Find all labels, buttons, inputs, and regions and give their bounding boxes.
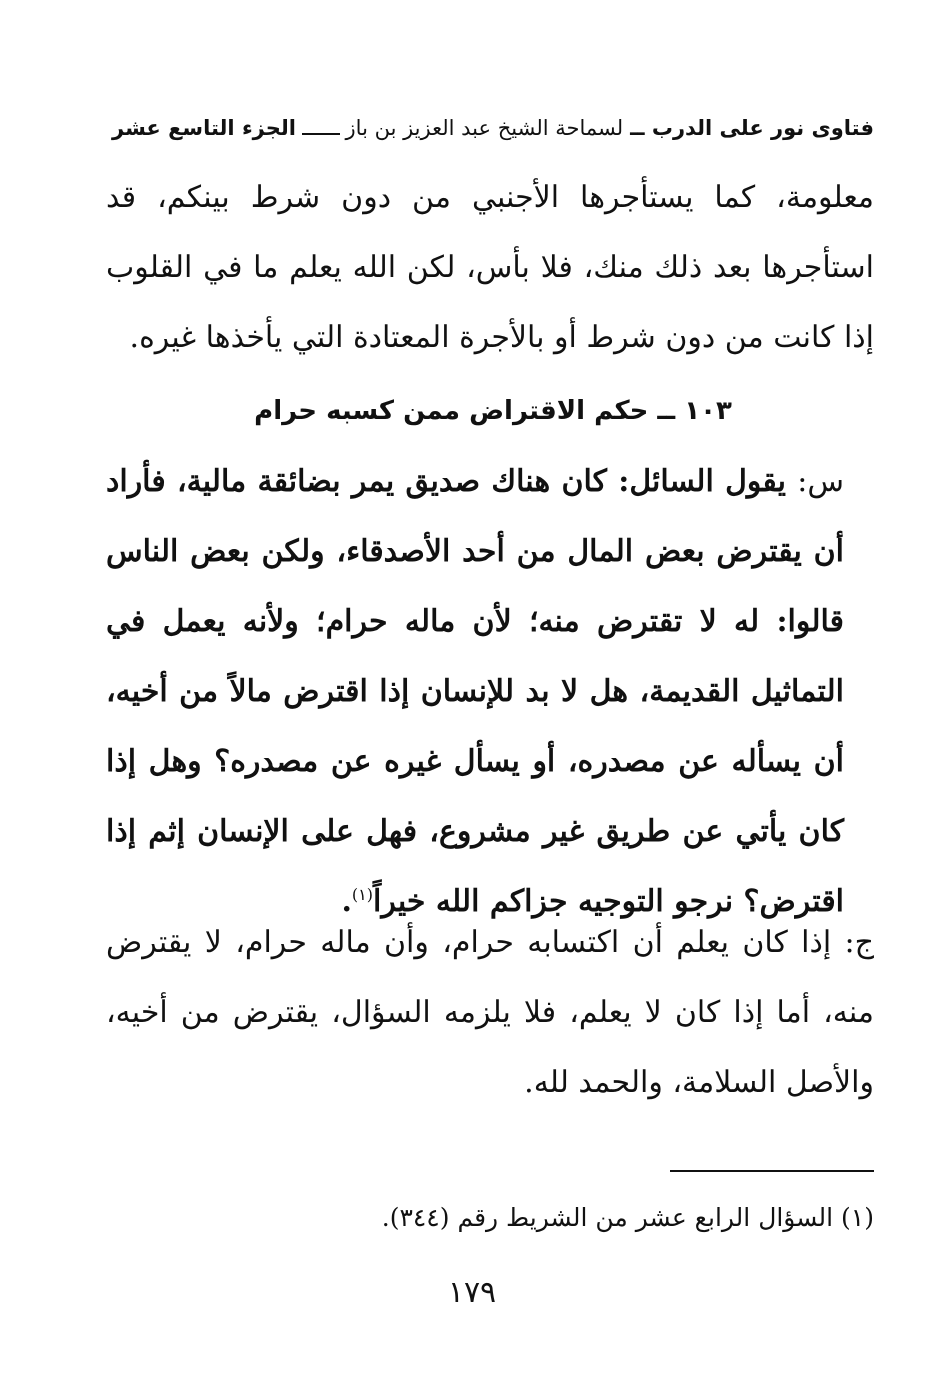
intro-paragraph: معلومة، كما يستأجرها الأجنبي من دون شرط بينكم، قد استأجرها بعد ذلك منك، فلا بأس، لكن الله يعلم ما في القلوب إذا كانت من دون شرط أو بالأجرة المعتادة التي يأخذها غيره. xyxy=(106,180,874,355)
footnote-divider xyxy=(670,1170,874,1172)
book-title: فتاوى نور على الدرب ــ xyxy=(630,116,874,140)
question-paragraph xyxy=(106,447,844,937)
header-rule xyxy=(302,133,340,135)
running-header xyxy=(112,108,874,148)
author-name: لسماحة الشيخ عبد العزيز بن باز xyxy=(345,116,624,140)
fatwa-heading: ١٠٣ ــ حكم الاقتراض ممن كسبه حرام xyxy=(254,396,732,426)
question-marker: س: xyxy=(797,464,844,499)
footnote-reference: (١) xyxy=(351,885,373,904)
page-number: ١٧٩ xyxy=(447,1275,497,1310)
volume-label: الجزء التاسع عشر xyxy=(112,116,296,140)
question-text: يقول السائل: كان هناك صديق يمر بضائقة مالية، فأراد أن يقترض بعض المال من أحد الأصدقاء، ولكن بعض الناس قالوا: له لا تقترض منه؛ لأن ماله حرام؛ ولأنه يعمل في التماثيل القديمة، هل لا بد للإنسان إذا اقترض مالاً من أخيه، أن يسأله عن مصدره، أو يسأل غيره عن مصدره؟ وهل إذا كان يأتي عن طريق غير مشروع، فهل على الإنسان إثم إذا اقترض؟ نرجو التوجيه جزاكم الله خيراً xyxy=(106,464,844,919)
answer-paragraph: ج: إذا كان يعلم أن اكتسابه حرام، وأن ماله حرام، لا يقترض منه، أما إذا كان لا يعلم، فلا يلزمه السؤال، يقترض من أخيه، والأصل السلامة، والحمد لله. xyxy=(106,925,874,1100)
question-end: . xyxy=(341,884,352,919)
footnote: (١) السؤال الرابع عشر من الشريط رقم (٣٤٤). xyxy=(381,1203,874,1232)
